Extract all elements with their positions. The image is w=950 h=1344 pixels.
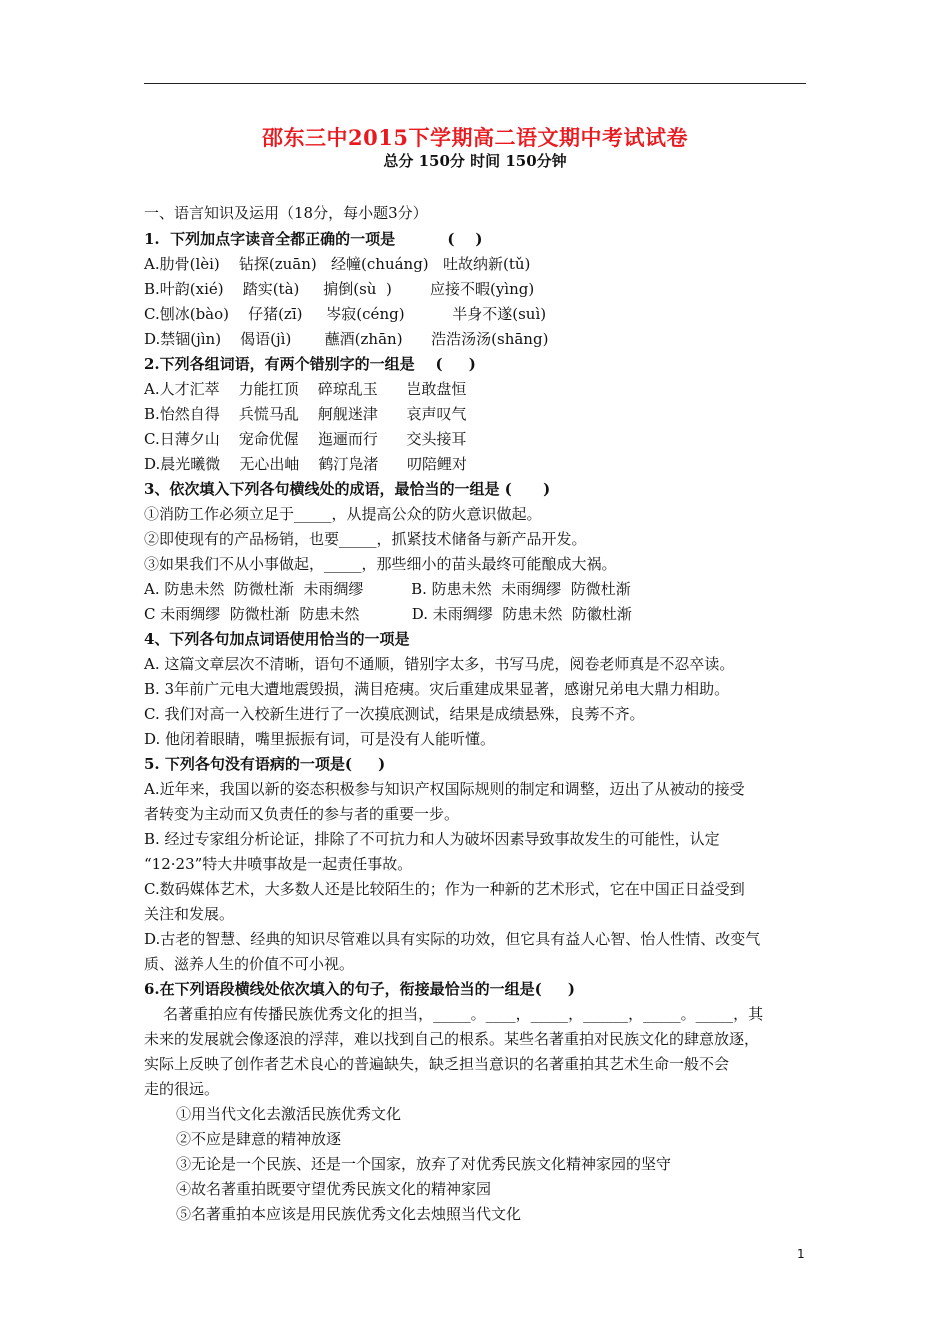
text-line: A. 防患未然 防微杜渐 未雨绸缪 B. 防患未然 未雨绸缪 防微杜渐	[144, 580, 631, 598]
text-line: 名著重拍应有传播民族优秀文化的担当，_____。____，_____，______，_____。_____，其	[144, 1005, 764, 1023]
text-line: ①用当代文化去激活民族优秀文化	[176, 1105, 402, 1123]
text-line: 关注和发展。	[144, 905, 235, 923]
text-line: 走的很远。	[144, 1080, 220, 1098]
text-line: A.人才汇萃 力能扛顶 碎琼乱玉 岂敢盘恒	[144, 380, 467, 398]
text-line: B. 经过专家组分析论证，排除了不可抗力和人为破坏因素导致事故发生的可能性，认定	[144, 830, 720, 848]
text-line: B.怡然自得 兵慌马乱 舸舰迷津 哀声叹气	[144, 405, 467, 423]
text-line: 实际上反映了创作者艺术良心的普遍缺失，缺乏担当意识的名著重拍其艺术生命一般不会	[144, 1055, 730, 1073]
page-number: 1	[797, 1247, 805, 1261]
text-line: “12·23”特大井喷事故是一起责任事故。	[144, 855, 413, 873]
text-line: C.日薄夕山 宠命优偓 迤逦而行 交头接耳	[144, 430, 467, 448]
text-line: ③如果我们不从小事做起，_____，那些细小的苗头最终可能酿成大祸。	[144, 555, 617, 573]
text-line: 5. 下列各句没有语病的一项是( )	[144, 755, 386, 773]
exam-title: 邵东三中2015下学期高二语文期中考试试卷	[262, 125, 688, 150]
exam-subtitle: 总分 150分 时间 150分钟	[383, 152, 567, 170]
header-rule	[144, 83, 806, 84]
text-line: B.叶韵(xié) 踏实(tà) 掮倒(sù ) 应接不暇(yìng)	[144, 280, 535, 298]
text-line: 者转变为主动而又负责任的参与者的重要一步。	[144, 805, 460, 823]
text-line: 6.在下列语段横线处依次填入的句子，衔接最恰当的一组是( )	[144, 980, 575, 998]
text-line: C. 我们对高一入校新生进行了一次摸底测试，结果是成绩悬殊，良莠不齐。	[144, 705, 645, 723]
text-line: A. 这篇文章层次不清晰，语句不通顺，错别字太多，书写马虎，阅卷老师真是不忍卒读。	[144, 655, 735, 673]
text-line: D. 他闭着眼睛，嘴里振振有词，可是没有人能听懂。	[144, 730, 496, 748]
text-line: 4、下列各句加点词语使用恰当的一项是	[144, 630, 410, 648]
text-line: 一、语言知识及运用（18分，每小题3分）	[144, 204, 428, 222]
text-line: 质、滋养人生的价值不可小视。	[144, 955, 355, 973]
text-line: ⑤名著重拍本应该是用民族优秀文化去烛照当代文化	[176, 1205, 522, 1223]
text-line: ②不应是肆意的精神放逐	[176, 1130, 342, 1148]
text-line: A.肋骨(lèi) 钻探(zuān) 经幢(chuáng) 吐故纳新(tǔ)	[144, 255, 531, 273]
text-line: 未来的发展就会像逐浪的浮萍，难以找到自己的根系。某些名著重拍对民族文化的肆意放逐，	[144, 1030, 760, 1048]
text-line: C.数码媒体艺术，大多数人还是比较陌生的；作为一种新的艺术形式，它在中国正日益受到	[144, 880, 745, 898]
text-line: 2.下列各组词语，有两个错别字的一组是 ( )	[144, 355, 476, 373]
text-line: ④故名著重拍既要守望优秀民族文化的精神家园	[176, 1180, 492, 1198]
text-line: D.古老的智慧、经典的知识尽管难以具有实际的功效，但它具有益人心智、怡人性情、改变气	[144, 930, 761, 948]
text-line: C 未雨绸缪 防微杜渐 防患未然 D. 未雨绸缪 防患未然 防徽杜渐	[144, 605, 632, 623]
text-line: ③无论是一个民族、还是一个国家，放弃了对优秀民族文化精神家园的坚守	[176, 1155, 672, 1173]
text-line: D.禁锢(jìn) 偈语(jì) 蘸酒(zhān) 浩浩汤汤(shāng)	[144, 330, 549, 348]
text-line: ②即使现有的产品杨销，也要_____，抓紧技术储备与新产品开发。	[144, 530, 587, 548]
text-line: D.晨光曦微 无心出岫 鹤汀凫渚 叨陪鲤对	[144, 455, 468, 473]
text-line: B. 3年前广元电大遭地震毁损，满目疮痍。灾后重建成果显著，感谢兄弟电大鼎力相助。	[144, 680, 730, 698]
text-line: ①消防工作必须立足于_____，从提高公众的防火意识做起。	[144, 505, 542, 523]
text-line: A.近年来，我国以新的姿态积极参与知识产权国际规则的制定和调整，迈出了从被动的接受	[144, 780, 745, 798]
text-line: C.刨冰(bào) 仔猪(zī) 岑寂(céng) 半身不遂(suì)	[144, 305, 547, 323]
text-line: 1. 下列加点字读音全都正确的一项是 ( )	[144, 230, 483, 248]
text-line: 3、依次填入下列各句横线处的成语，最恰当的一组是 ( )	[144, 480, 551, 498]
